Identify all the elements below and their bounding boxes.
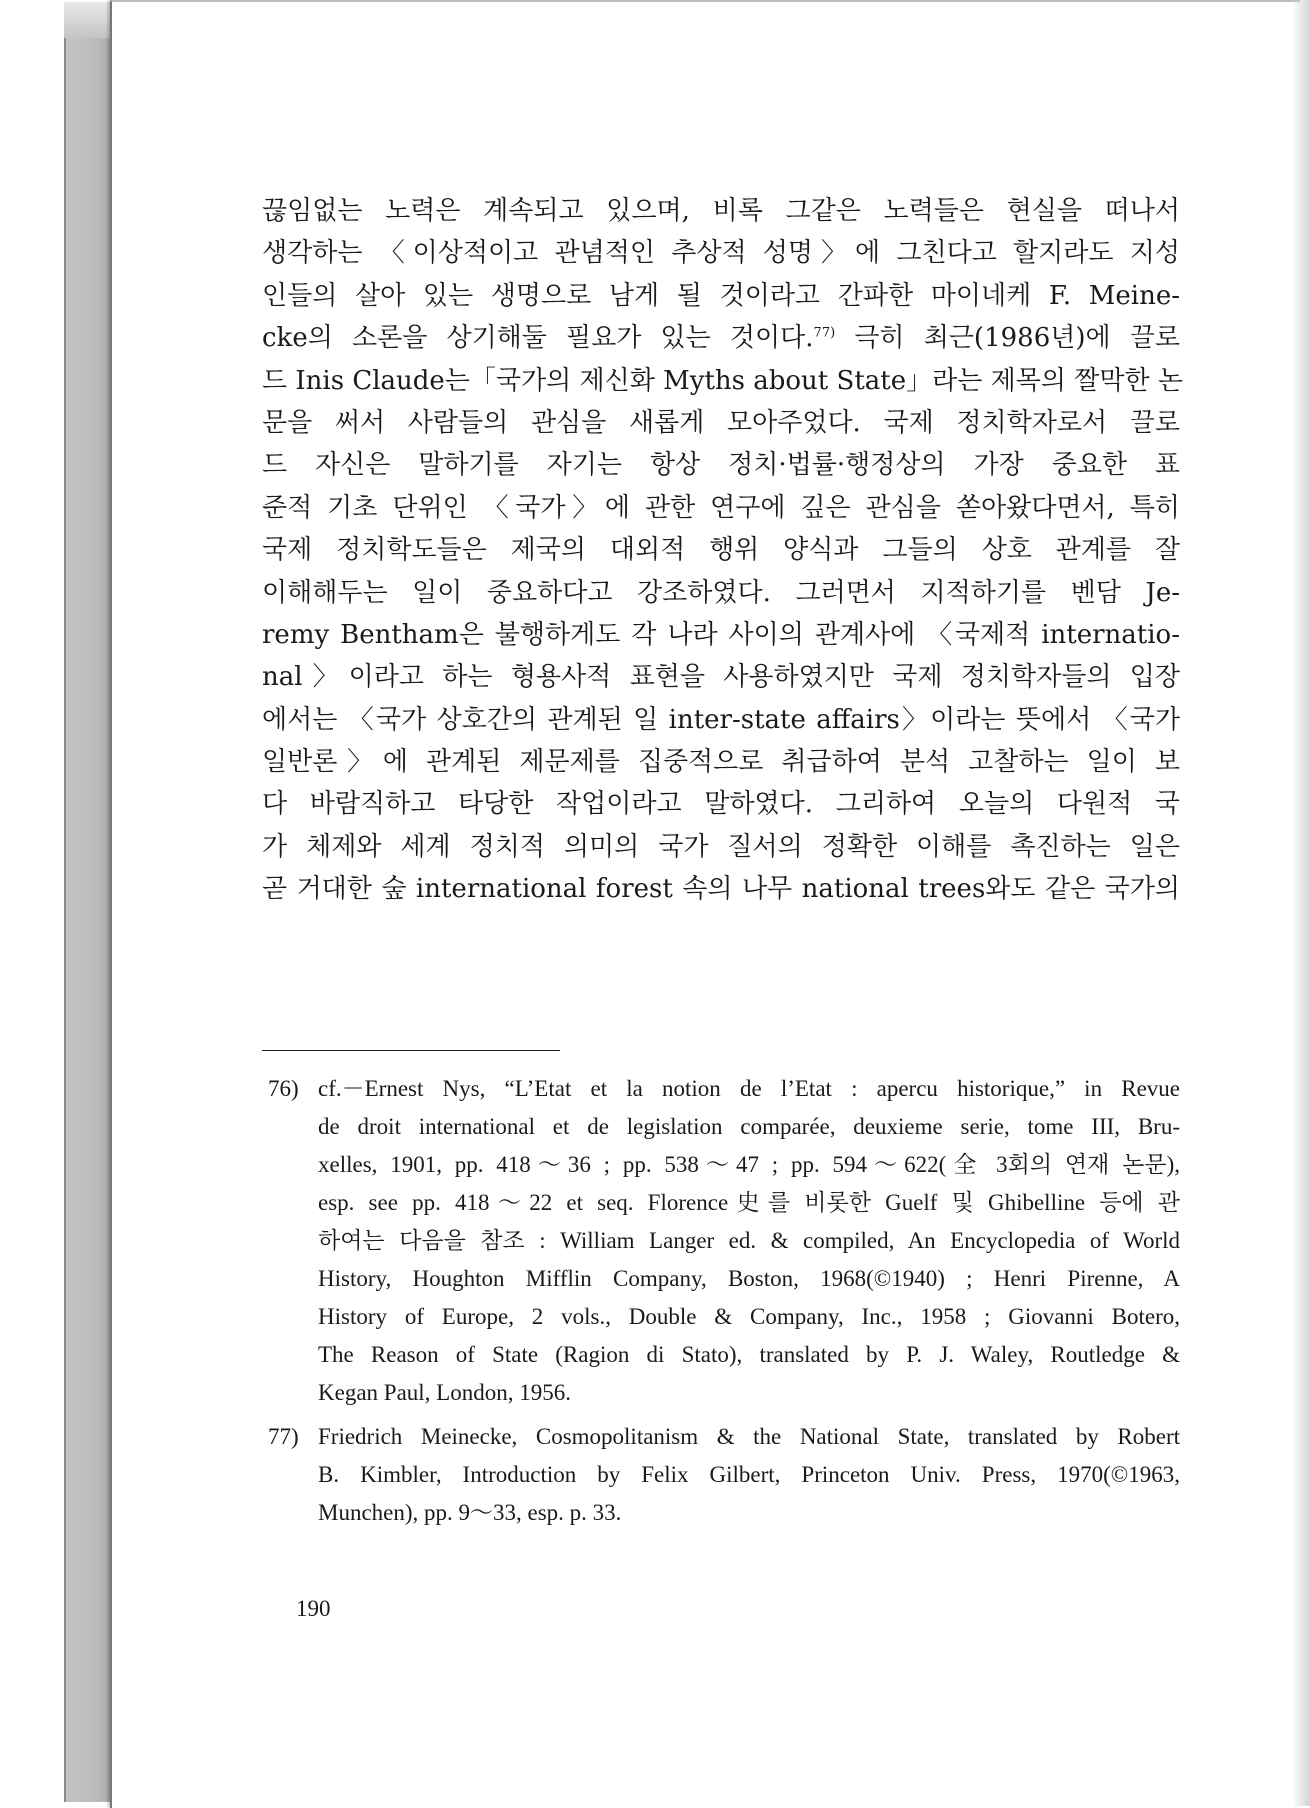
footnote-line: xelles, 1901, pp. 418～36 ; pp. 538～47 ; pp. 594～622(全 3회의 연재 논문), [318, 1152, 1180, 1177]
footnote [268, 1418, 1180, 1532]
body-line: 생각하는 〈이상적이고 관념적인 추상적 성명〉에 그친다고 할지라도 지성 [262, 238, 1180, 269]
footnote-line: The Reason of State (Ragion di Stato), translated by P. J. Waley, Routledge & [318, 1342, 1180, 1367]
footnote-line: Kegan Paul, London, 1956. [318, 1380, 571, 1405]
footnote-line: B. Kimbler, Introduction by Felix Gilbert, Princeton Univ. Press, 1970(©1963, [318, 1462, 1180, 1487]
page-number: 190 [296, 1596, 331, 1621]
body-line-part: cke의 소론을 상기해둘 필요가 있는 것이다. [262, 323, 814, 354]
footnote-line: History, Houghton Mifflin Company, Boston, 1968(©1940) ; Henri Pirenne, A [318, 1266, 1180, 1291]
body-line: 에서는 〈국가 상호간의 관계된 일 inter-state affairs〉이라는 뜻에서 〈국가 [262, 704, 1180, 735]
footnote-line: History of Europe, 2 vols., Double & Company, Inc., 1958 ; Giovanni Botero, [318, 1304, 1180, 1329]
body-line: remy Bentham은 불행하게도 각 나라 사이의 관계사에 〈국제적 internatio- [262, 619, 1180, 650]
footnote-reference: 77) [813, 325, 836, 341]
footnote [268, 1070, 1180, 1412]
book-spine-top [64, 2, 110, 38]
footnote-line: cf.－Ernest Nys, “L’Etat et la notion de l’Etat : apercu historique,” in Revue [318, 1076, 1180, 1101]
footnote-separator [262, 1050, 560, 1051]
body-line: 가 체제와 세계 정치적 의미의 국가 질서의 정확한 이해를 촉진하는 일은 [262, 831, 1180, 862]
body-line: 준적 기초 단위인 〈국가〉에 관한 연구에 깊은 관심을 쏟아왔다면서, 특히 [262, 492, 1180, 523]
body-line: 문을 써서 사람들의 관심을 새롭게 모아주었다. 국제 정치학자로서 끌로 [262, 407, 1180, 438]
body-line: 드 자신은 말하기를 자기는 항상 정치·법률·행정상의 가장 중요한 표 [262, 450, 1180, 481]
footnote-line: de droit international et de legislation comparée, deuxieme serie, tome III, Bru- [318, 1114, 1180, 1139]
footnote-line: 하여는 다음을 참조 : William Langer ed. & compiled, An Encyclopedia of World [318, 1228, 1180, 1253]
footnotes [268, 1070, 1180, 1538]
body-line: 일반론〉에 관계된 제문제를 집중적으로 취급하여 분석 고찰하는 일이 보 [262, 747, 1180, 778]
body-line: 드 Inis Claude는「국가의 제신화 Myths about State」라는 제목의 짤막한 논 [262, 365, 1183, 396]
body-line: 국제 정치학도들은 제국의 대외적 행위 양식과 그들의 상호 관계를 잘 [262, 535, 1180, 566]
body-line: 다 바람직하고 타당한 작업이라고 말하였다. 그리하여 오늘의 다원적 국 [262, 789, 1180, 820]
footnote-line: Friedrich Meinecke, Cosmopolitanism & the National State, translated by Robert [318, 1424, 1180, 1449]
footnote-number: 77) [268, 1424, 299, 1449]
body-line: nal〉이라고 하는 형용사적 표현을 사용하였지만 국제 정치학자들의 입장 [262, 662, 1180, 693]
footnote-line: esp. see pp. 418～22 et seq. Florence史를 비롯한 Guelf 및 Ghibelline 등에 관 [318, 1190, 1180, 1215]
page-edge-shadow [1292, 0, 1310, 1806]
footnote-number: 76) [268, 1076, 299, 1101]
book-spine [64, 2, 112, 1802]
body-line: 끊임없는 노력은 계속되고 있으며, 비록 그같은 노력들은 현실을 떠나서 [262, 196, 1180, 226]
footnote-line: Munchen), pp. 9～33, esp. p. 33. [318, 1500, 622, 1525]
body-line: 인들의 살아 있는 생명으로 남게 될 것이라고 간파한 마이네케 F. Meine- [262, 280, 1180, 311]
body-line: 곧 거대한 숲 international forest 속의 나무 national trees와도 같은 국가의 [262, 874, 1180, 905]
body-line [262, 317, 1180, 359]
body-line: 이해해두는 일이 중요하다고 강조하였다. 그러면서 지적하기를 벤담 Je- [262, 577, 1180, 608]
body-text [262, 190, 1183, 911]
body-line-part: 극히 최근(1986년)에 끌로 [835, 323, 1180, 354]
